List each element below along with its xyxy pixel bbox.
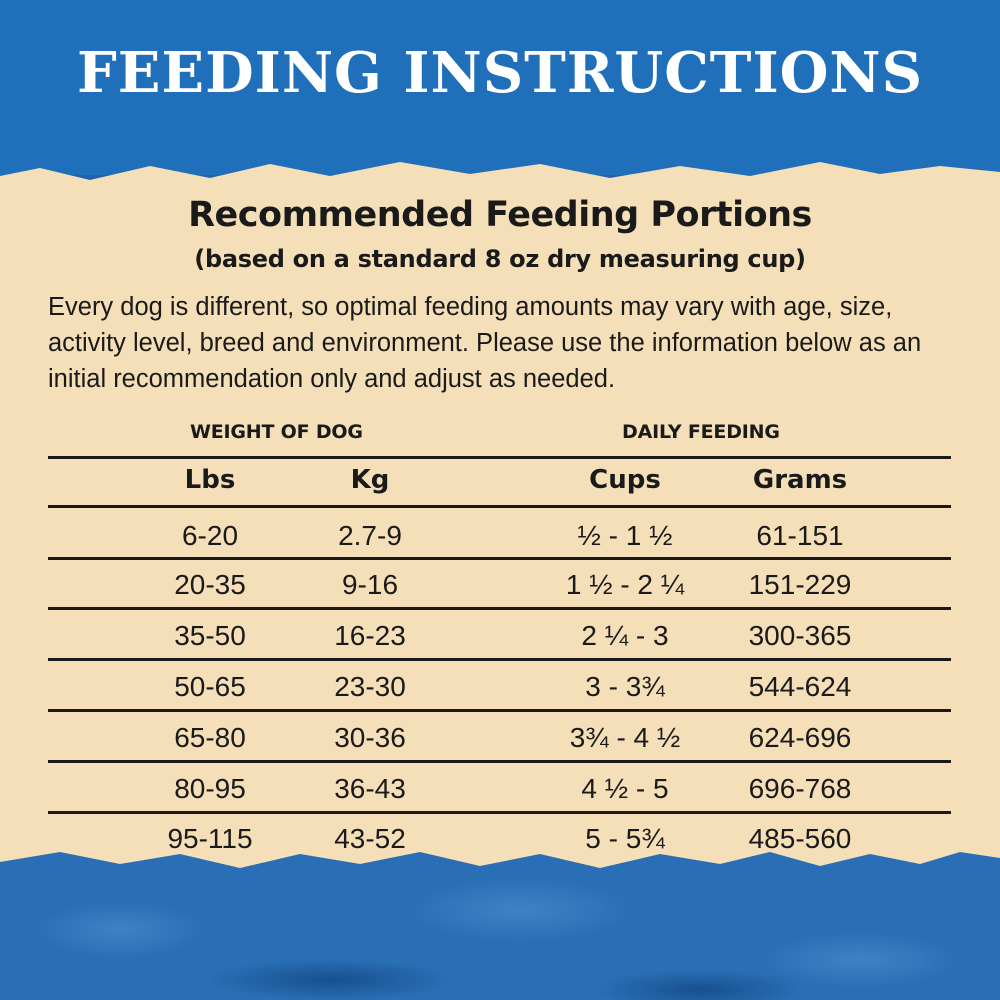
cell-kg: 36-43 (334, 773, 406, 804)
cell-cups: 3¾ - 4 ½ (569, 722, 681, 753)
cell-grams: 300-365 (748, 620, 852, 651)
daily-feeding-label: DAILY FEEDING (622, 421, 780, 443)
cell-cups: ½ - 1 ½ (577, 520, 673, 551)
table-row (0, 670, 1000, 704)
cell-kg: 43-52 (334, 823, 406, 854)
cell-cups: 5 - 5¾ (585, 823, 665, 854)
cell-grams: 61-151 (756, 520, 844, 551)
table-row (0, 772, 1000, 806)
table-row (0, 721, 1000, 755)
cell-kg: 2.7-9 (338, 520, 402, 551)
cell-grams: 624-696 (748, 722, 852, 753)
cell-cups: 3 - 3¾ (585, 671, 665, 702)
cell-lbs: 95-115 (167, 823, 253, 854)
cell-lbs: 35-50 (174, 620, 246, 651)
table-row (0, 619, 1000, 653)
cell-lbs: 65-80 (174, 722, 246, 753)
table-row (0, 568, 1000, 602)
table-row-divider (48, 557, 951, 560)
cell-kg: 30-36 (334, 722, 406, 753)
header-title: FEEDING INSTRUCTIONS (76, 40, 924, 106)
column-header-lbs: Lbs (184, 465, 236, 495)
cell-cups: 4 ½ - 5 (581, 773, 669, 804)
table-row-divider (48, 658, 951, 661)
table-row (0, 519, 1000, 553)
cell-grams: 696-768 (748, 773, 852, 804)
table-rule-top (48, 456, 951, 459)
cell-kg: 9-16 (341, 569, 399, 600)
cell-grams: 544-624 (748, 671, 852, 702)
section-title: Recommended Feeding Portions (188, 195, 812, 235)
table-row-divider (48, 811, 951, 814)
cell-grams: 485-560 (748, 823, 852, 854)
table-row-divider (48, 709, 951, 712)
cell-kg: 16-23 (334, 620, 406, 651)
table-row-divider (48, 607, 951, 610)
cell-lbs: 20-35 (174, 569, 246, 600)
cell-lbs: 50-65 (174, 671, 246, 702)
cell-grams: 151-229 (748, 569, 852, 600)
weight-of-dog-label: WEIGHT OF DOG (190, 421, 363, 443)
table-rule-header (48, 505, 951, 508)
column-header-grams: Grams (752, 465, 848, 495)
cell-cups: 1 ½ - 2 ¼ (565, 569, 685, 600)
cell-kg: 23-30 (334, 671, 406, 702)
cell-cups: 2 ¼ - 3 (581, 620, 669, 651)
intro-paragraph: Every dog is different, so optimal feeding amounts may vary with age, size, activity level, breed and environment. Please use the information below as an initial recommendation only and adjust as needed. (48, 293, 922, 393)
cell-lbs: 80-95 (174, 773, 246, 804)
column-header-kg: Kg (350, 465, 390, 495)
table-row-divider (48, 760, 951, 763)
section-subtitle: (based on a standard 8 oz dry measuring cup) (194, 245, 806, 273)
cell-lbs: 6-20 (181, 520, 239, 551)
column-header-cups: Cups (589, 465, 661, 495)
table-row (0, 822, 1000, 856)
